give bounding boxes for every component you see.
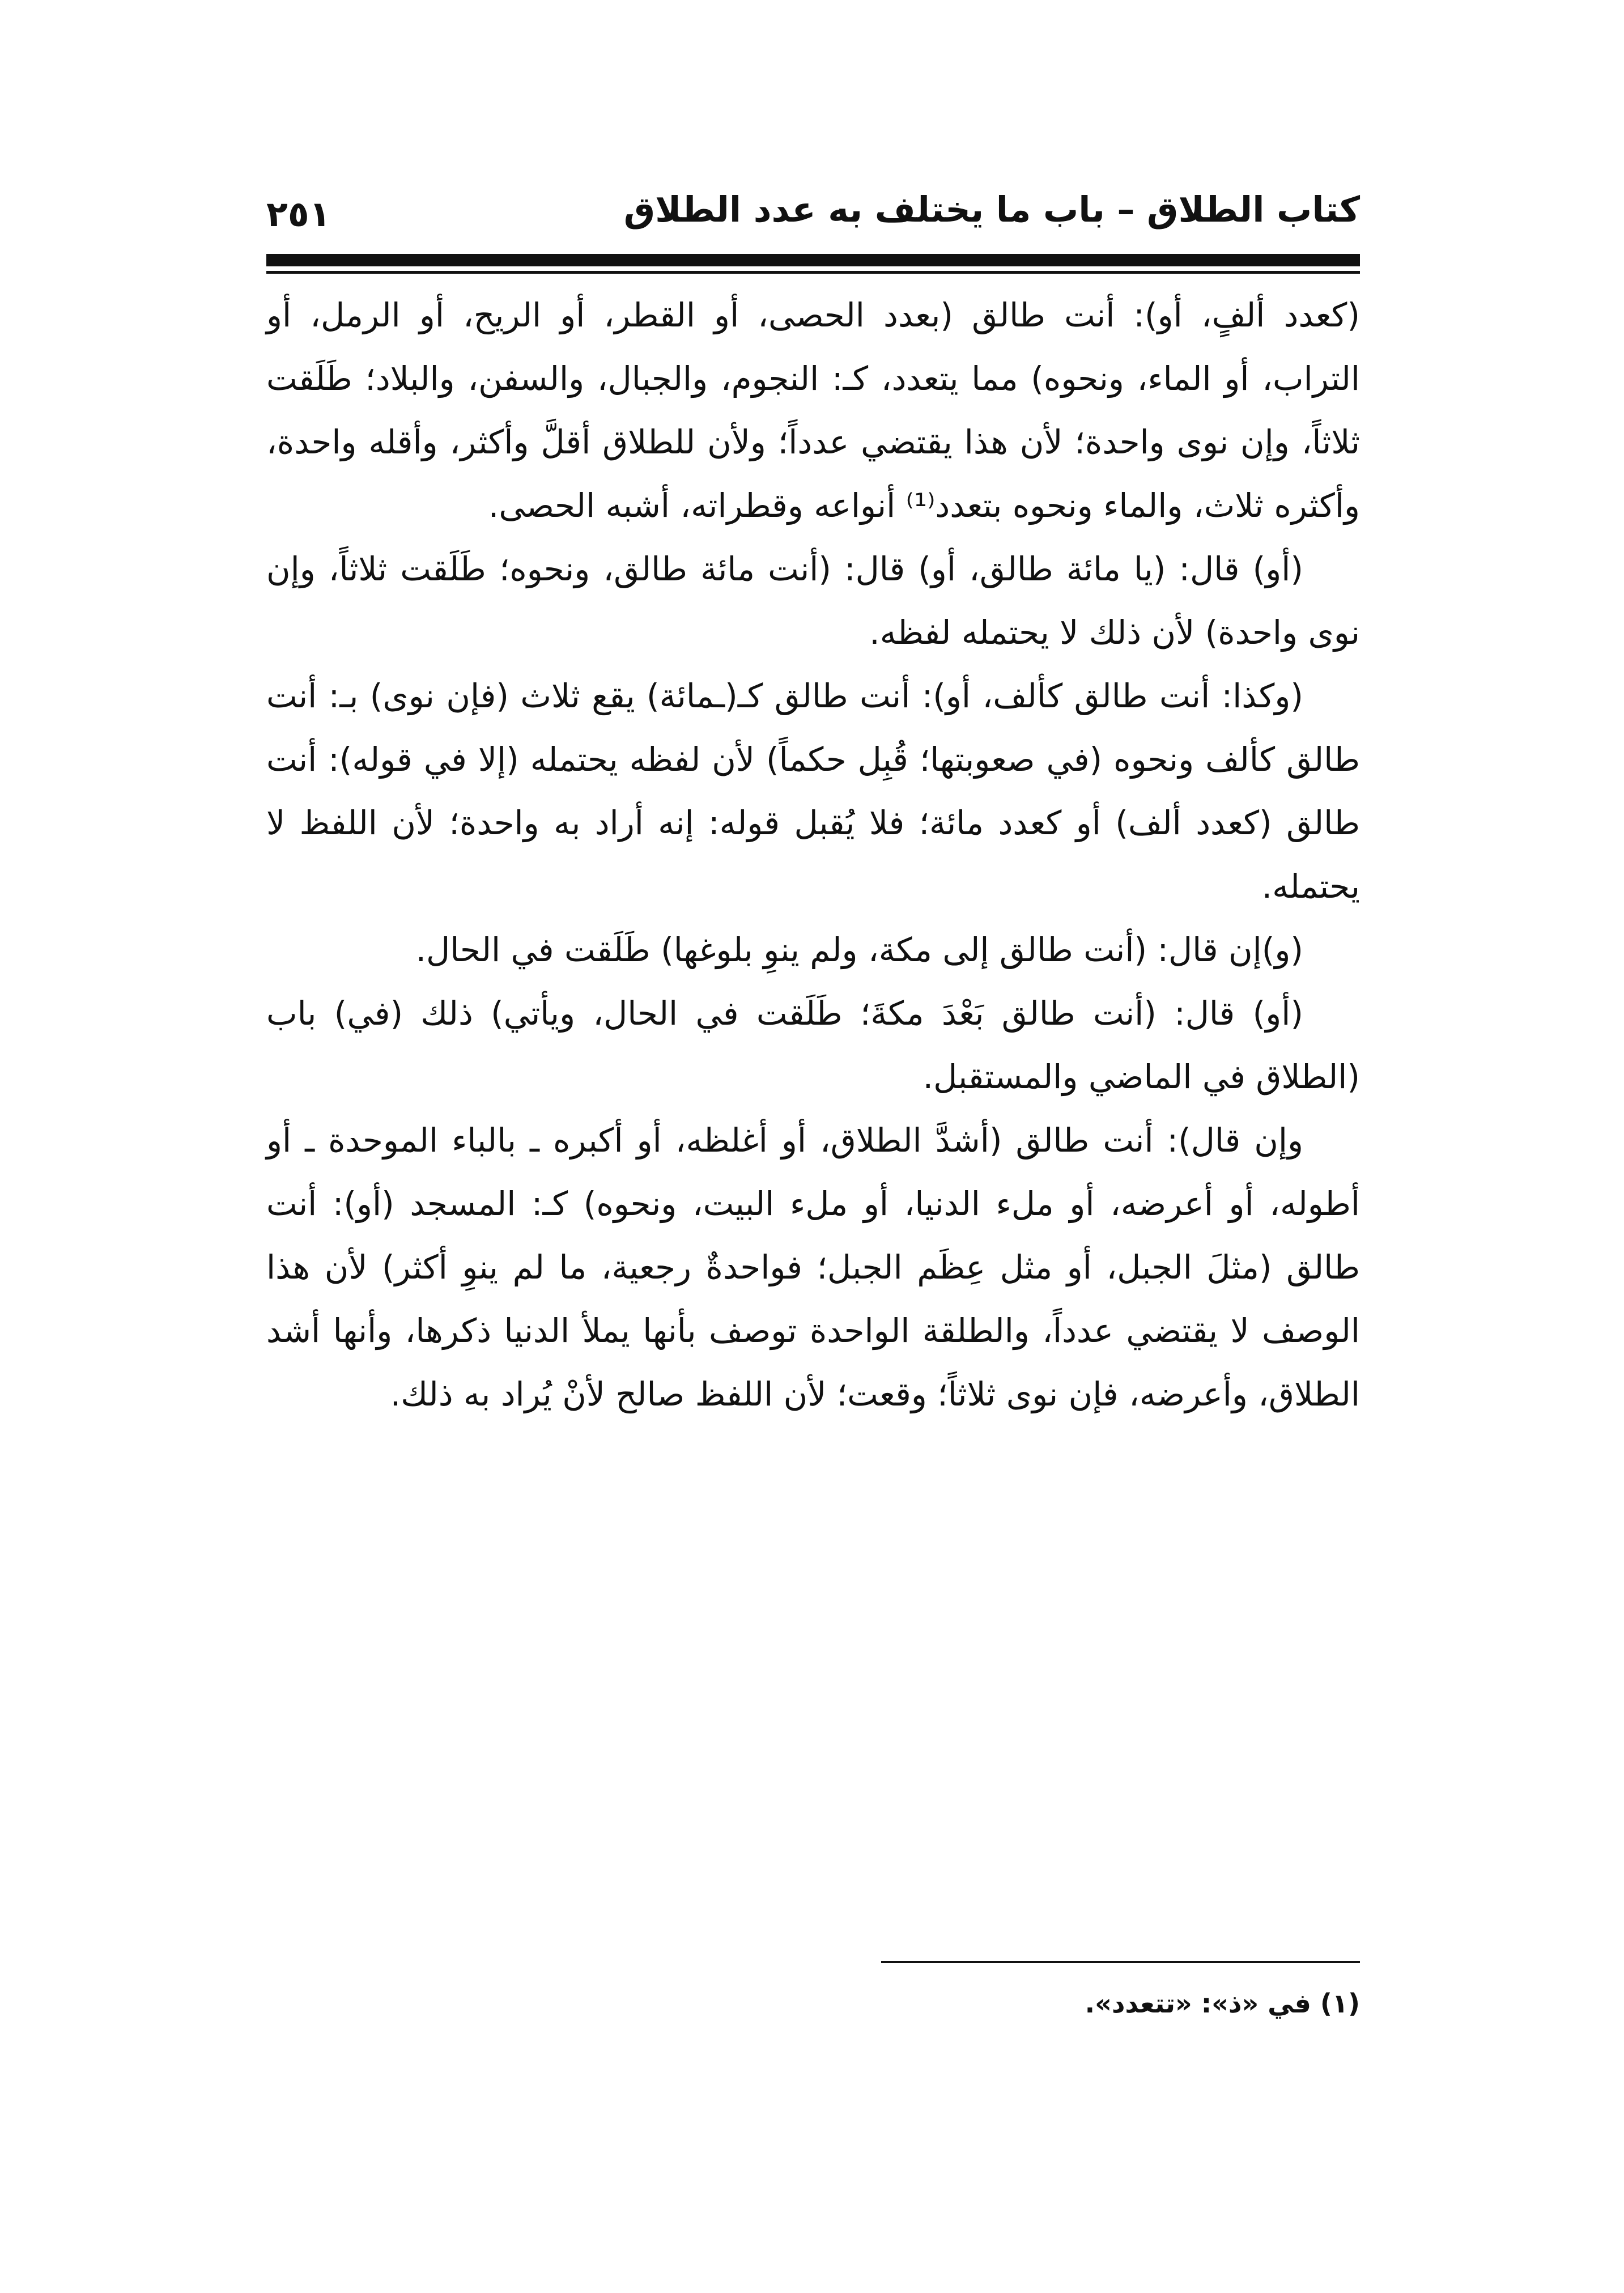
header-rule-thin (266, 271, 1360, 274)
paragraph: وإن قال): أنت طالق (أشدَّ الطلاق، أو أغلظه، أو أكبره ـ بالباء الموحدة ـ أو أطوله، أو أعرضه، أو ملء الدنيا، أو ملء البيت، ونحوه) كـ: المسجد (أو): أنت طالق (مثلَ الجبل، أو مثل عِظَم الجبل؛ فواحدةٌ رجعية، ما لم ينوِ أكثر) لأن هذا الوصف لا يقتضي عدداً، والطلقة الواحدة توصف بأنها يملأ الدنيا ذكرها، وأنها أشد الطلاق، وأعرضه، فإن نوى ثلاثاً؛ وقعت؛ لأن اللفظ صالح لأنْ يُراد به ذلك. (266, 1121, 1360, 1413)
header-title: كتاب الطلاق – باب ما يختلف به عدد الطلاق (623, 189, 1360, 230)
main-text (266, 283, 1360, 1426)
header-rule-thick (266, 254, 1360, 266)
paragraph: (أو) قال: (أنت طالق بَعْدَ مكةَ؛ طَلَقت في الحال، ويأتي) ذلك (في) باب (الطلاق في الماضي والمستقبل. (266, 994, 1360, 1096)
footnote-separator (881, 1961, 1360, 1963)
footnote: (١) في «ذ»: «تتعدد». (1085, 1988, 1360, 2019)
paragraph: (كعدد ألفٍ، أو): أنت طالق (بعدد الحصى، أو القطر، أو الريح، أو الرمل، أو التراب، أو الماء، ونحوه) مما يتعدد، كـ: النجوم، والجبال، والسفن، والبلاد؛ طَلَقت ثلاثاً، وإن نوى واحدة؛ لأن هذا يقتضي عدداً؛ ولأن للطلاق أقلَّ وأكثر، وأقله واحدة، وأكثره ثلاث، والماء ونحوه بتعدد⁽¹⁾ أنواعه وقطراته، أشبه الحصى. (266, 296, 1360, 525)
paragraph: (و)إن قال: (أنت طالق إلى مكة، ولم ينوِ بلوغها) طَلَقت في الحال. (415, 931, 1303, 969)
paragraph: (أو) قال: (يا مائة طالق، أو) قال: (أنت مائة طالق، ونحوه؛ طَلَقت ثلاثاً، وإن نوى واحدة) لأن ذلك لا يحتمله لفظه. (266, 550, 1360, 652)
paragraph: (وكذا: أنت طالق كألف، أو): أنت طالق كـ(ـمائة) يقع ثلاث (فإن نوى) بـ: أنت طالق كألف ونحوه (في صعوبتها؛ قُبِل حكماً) لأن لفظه يحتمله (إلا في قوله): أنت طالق (كعدد ألف) أو كعدد مائة؛ فلا يُقبل قوله: إنه أراد به واحدة؛ لأن اللفظ لا يحتمله. (266, 677, 1360, 906)
running-header (266, 181, 1360, 244)
page-number: ٢٥١ (266, 193, 331, 235)
